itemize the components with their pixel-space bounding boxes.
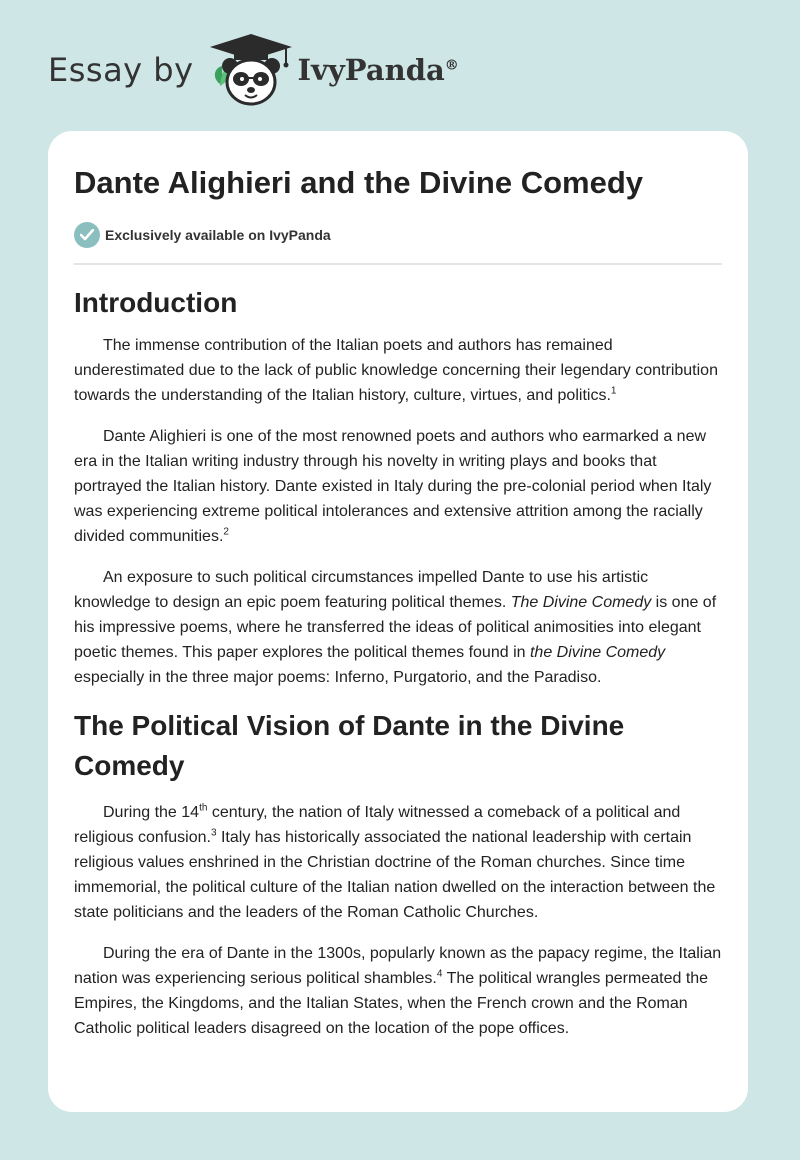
exclusive-badge <box>74 221 722 249</box>
badge-text: Exclusively available on IvyPanda <box>105 227 331 243</box>
footnote-ref[interactable]: 1 <box>610 385 617 397</box>
paragraph-text: especially in the three major poems: Inferno, Purgatorio, and the Paradiso. <box>74 669 602 686</box>
divider <box>74 263 722 265</box>
footnote-ref[interactable]: 4 <box>436 968 443 980</box>
check-circle-icon <box>74 222 100 248</box>
italic-title: The Divine Comedy <box>510 594 652 611</box>
paragraph <box>74 333 722 408</box>
section-heading-political-vision: The Political Vision of Dante in the Divine Comedy <box>74 710 625 781</box>
essay-by-label: Essay by <box>48 51 194 89</box>
paragraph-text: During the 14 <box>103 804 200 821</box>
paragraph-text: During the era of Dante in the 1300s, popularly known as the papacy regime, the Italian nation was experiencing serious political shambles. <box>74 945 722 987</box>
site-header <box>48 30 548 110</box>
paragraph <box>74 565 722 690</box>
panda-graduate-icon[interactable] <box>208 30 294 110</box>
paragraph <box>74 800 722 925</box>
paragraph <box>74 941 722 1041</box>
footnote-ref[interactable]: 3 <box>210 827 217 839</box>
paragraph-text: The immense contribution of the Italian poets and authors has remained underestimated due to the lack of public knowledge concerning their legendary contribution towards the understanding of the Italian history, culture, virtues, and politics. <box>74 337 718 404</box>
section-heading-introduction: Introduction <box>74 287 238 318</box>
brand-name[interactable] <box>298 53 459 87</box>
page-title: Dante Alighieri and the Divine Comedy <box>74 165 644 200</box>
essay-card <box>48 131 748 1112</box>
brand-text: IvyPanda <box>297 53 445 87</box>
registered-mark: ® <box>444 57 459 74</box>
ordinal-suffix: th <box>199 802 208 814</box>
italic-title: the Divine Comedy <box>529 644 666 661</box>
paragraph-text: The political wrangles permeated the Empires, the Kingdoms, and the Italian States, when the French crown and the Roman Catholic political leaders disagreed on the location of the pope offices. <box>74 970 709 1037</box>
paragraph <box>74 424 722 549</box>
paragraph-text: century, the nation of Italy witnessed a comeback of a political and religious confusion. <box>74 804 681 846</box>
paragraph-text: An exposure to such political circumstances impelled Dante to use his artistic knowledge to design an epic poem featuring political themes. <box>74 569 649 611</box>
paragraph-text: is one of his impressive poems, where he transferred the ideas of political animosities into elegant poetic themes. This paper explores the political themes found in <box>74 594 717 661</box>
footnote-ref[interactable]: 2 <box>223 526 229 538</box>
paragraph-text: Italy has historically associated the national leadership with certain religious values enshrined in the Christian doctrine of the Roman churches. Since time immemorial, the political culture of the Italian nation dwelled on the interaction between the state politicians and the leaders of the Roman Catholic Churches. <box>74 829 716 921</box>
paragraph-text: Dante Alighieri is one of the most renowned poets and authors who earmarked a new era in the Italian writing industry through his novelty in writing plays and books that portrayed the Italian history. Dante existed in Italy during the pre-colonial period when Italy was experiencing extreme political intolerances and extensive attrition among the racially divided communities. <box>74 428 712 545</box>
